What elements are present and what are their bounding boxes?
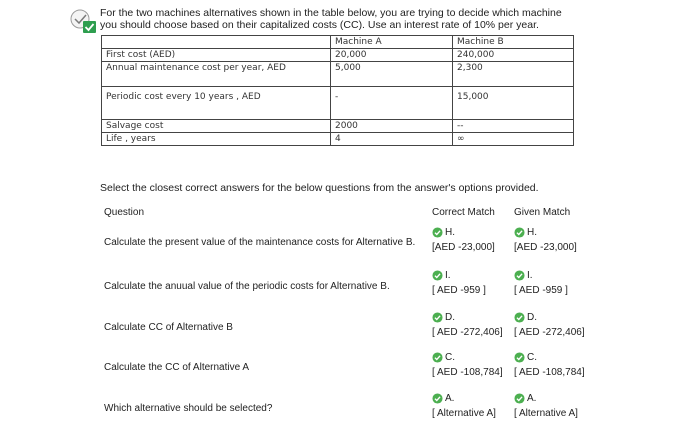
table-row [102,49,574,62]
answer-letter: H. [445,227,455,238]
machine-b-value: -- [453,120,574,133]
answer-letter: D. [445,312,455,323]
machine-b-value: ∞ [453,133,574,146]
question-intro: For the two machines alternatives shown in the table below, you are trying to decide which machine you should choose based on their capitalized costs (CC). Use an interest rate of 10% per year. [100,7,562,31]
question-text: Calculate CC of Alternative B [104,322,233,333]
row-label: Salvage cost [102,120,331,133]
machine-a-value: 2000 [331,120,453,133]
correct-match-answer [432,311,503,338]
check-icon [432,312,443,323]
table-row [102,62,574,87]
answer-letter: I. [445,270,451,281]
correct-match-answer [432,392,496,419]
given-match-answer [514,311,585,338]
given-match-answer [514,351,585,378]
machine-a-value: 5,000 [331,62,453,87]
check-icon [514,227,525,238]
machine-b-value: 15,000 [453,87,574,120]
answer-value: [ AED -108,784] [432,367,503,378]
row-label: First cost (AED) [102,49,331,62]
question-text: Which alternative should be selected? [104,403,273,414]
row-label: Life , years [102,133,331,146]
answer-value: [AED -23,000] [514,242,577,253]
check-icon [432,352,443,363]
machine-a-value: 4 [331,133,453,146]
check-icon [432,270,443,281]
question-text: Calculate the CC of Alternative A [104,362,250,373]
row-label: Annual maintenance cost per year, AED [102,62,331,87]
table-header-cell: Machine B [453,36,574,49]
given-match-column-header: Given Match [514,207,571,218]
question-column-header: Question [104,207,145,218]
table-header-cell [102,36,331,49]
answer-value: [ AED -108,784] [514,367,585,378]
check-icon [514,270,525,281]
row-label: Periodic cost every 10 years , AED [102,87,331,120]
given-match-answer [514,269,568,296]
check-icon [514,352,525,363]
machine-a-value: 20,000 [331,49,453,62]
table-header-row [102,36,574,49]
correct-match-answer [432,226,495,253]
answer-letter: A. [527,393,537,404]
check-icon [514,393,525,404]
answer-value: [ AED -272,406] [432,327,503,338]
table-header-cell: Machine A [331,36,453,49]
check-icon [514,312,525,323]
answer-letter: A. [445,393,455,404]
answer-letter: C. [527,352,537,363]
answer-value: [ AED -959 ] [432,285,486,296]
machine-a-value: - [331,87,453,120]
answer-value: [AED -23,000] [432,242,495,253]
given-match-answer [514,226,577,253]
answer-letter: D. [527,312,537,323]
answer-letter: I. [527,270,533,281]
table-row [102,133,574,146]
answer-letter: H. [527,227,537,238]
instruction-text: Select the closest correct answers for the below questions from the answer's options provided. [100,182,539,194]
answer-value: [ Alternative A] [514,408,578,419]
question-text: Calculate the present value of the maintenance costs for Alternative B. [104,237,416,248]
answer-value: [ AED -959 ] [514,285,568,296]
question-text: Calculate the anuual value of the periodic costs for Alternative B. [104,281,390,292]
given-match-answer [514,392,578,419]
check-icon [432,227,443,238]
table-row [102,120,574,133]
answer-value: [ AED -272,406] [514,327,585,338]
answer-value: [ Alternative A] [432,408,496,419]
check-icon [432,393,443,404]
machine-cost-table [101,35,574,146]
machine-b-value: 240,000 [453,49,574,62]
machine-b-value: 2,300 [453,62,574,87]
question-type-icon [68,8,98,34]
table-row [102,87,574,120]
answer-letter: C. [445,352,455,363]
correct-match-answer [432,351,503,378]
correct-match-answer [432,269,486,296]
correct-match-column-header: Correct Match [432,207,495,218]
